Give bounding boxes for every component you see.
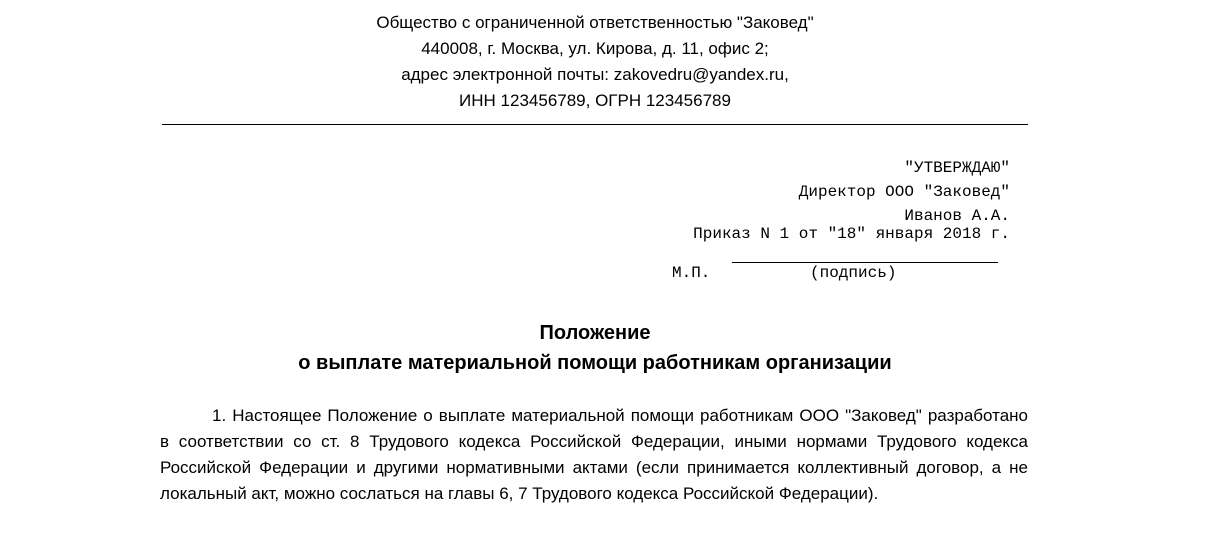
- org-email: адрес электронной почты: zakovedru@yandex.ru,: [401, 65, 789, 84]
- stamp-label: М.П.: [672, 264, 711, 282]
- header-divider: [162, 124, 1028, 125]
- director-position: Директор ООО "Заковед": [798, 183, 1010, 201]
- order-reference: Приказ N 1 от "18" января 2018 г.: [693, 225, 1010, 243]
- signature-label: (подпись): [810, 264, 897, 282]
- org-registration: ИНН 123456789, ОГРН 123456789: [459, 91, 731, 110]
- approval-block: [799, 156, 1010, 228]
- title-line-2: о выплате материальной помощи работникам организации: [298, 352, 892, 374]
- org-address: 440008, г. Москва, ул. Кирова, д. 11, офис 2;: [421, 39, 769, 58]
- paragraph-1: 1. Настоящее Положение о выплате материальной помощи работникам ООО "Заковед" разработано в соответствии со ст. 8 Трудового кодекса Российской Федерации, иными нормами Трудового кодекса Российской Федерации и другими нормативными актами (если принимается коллективный договор, а не локальный акт, можно сослаться на главы 6, 7 Трудового кодекса Российской Федерации).: [160, 406, 1028, 503]
- director-name: Иванов А.А.: [904, 207, 1010, 225]
- org-name: Общество с ограниченной ответственностью "Заковед": [376, 13, 814, 32]
- organization-header: [0, 10, 1190, 114]
- document-body: [160, 403, 1028, 507]
- document-title: [0, 318, 1190, 378]
- title-line-1: Положение: [539, 322, 651, 344]
- approval-heading: "УТВЕРЖДАЮ": [904, 159, 1010, 177]
